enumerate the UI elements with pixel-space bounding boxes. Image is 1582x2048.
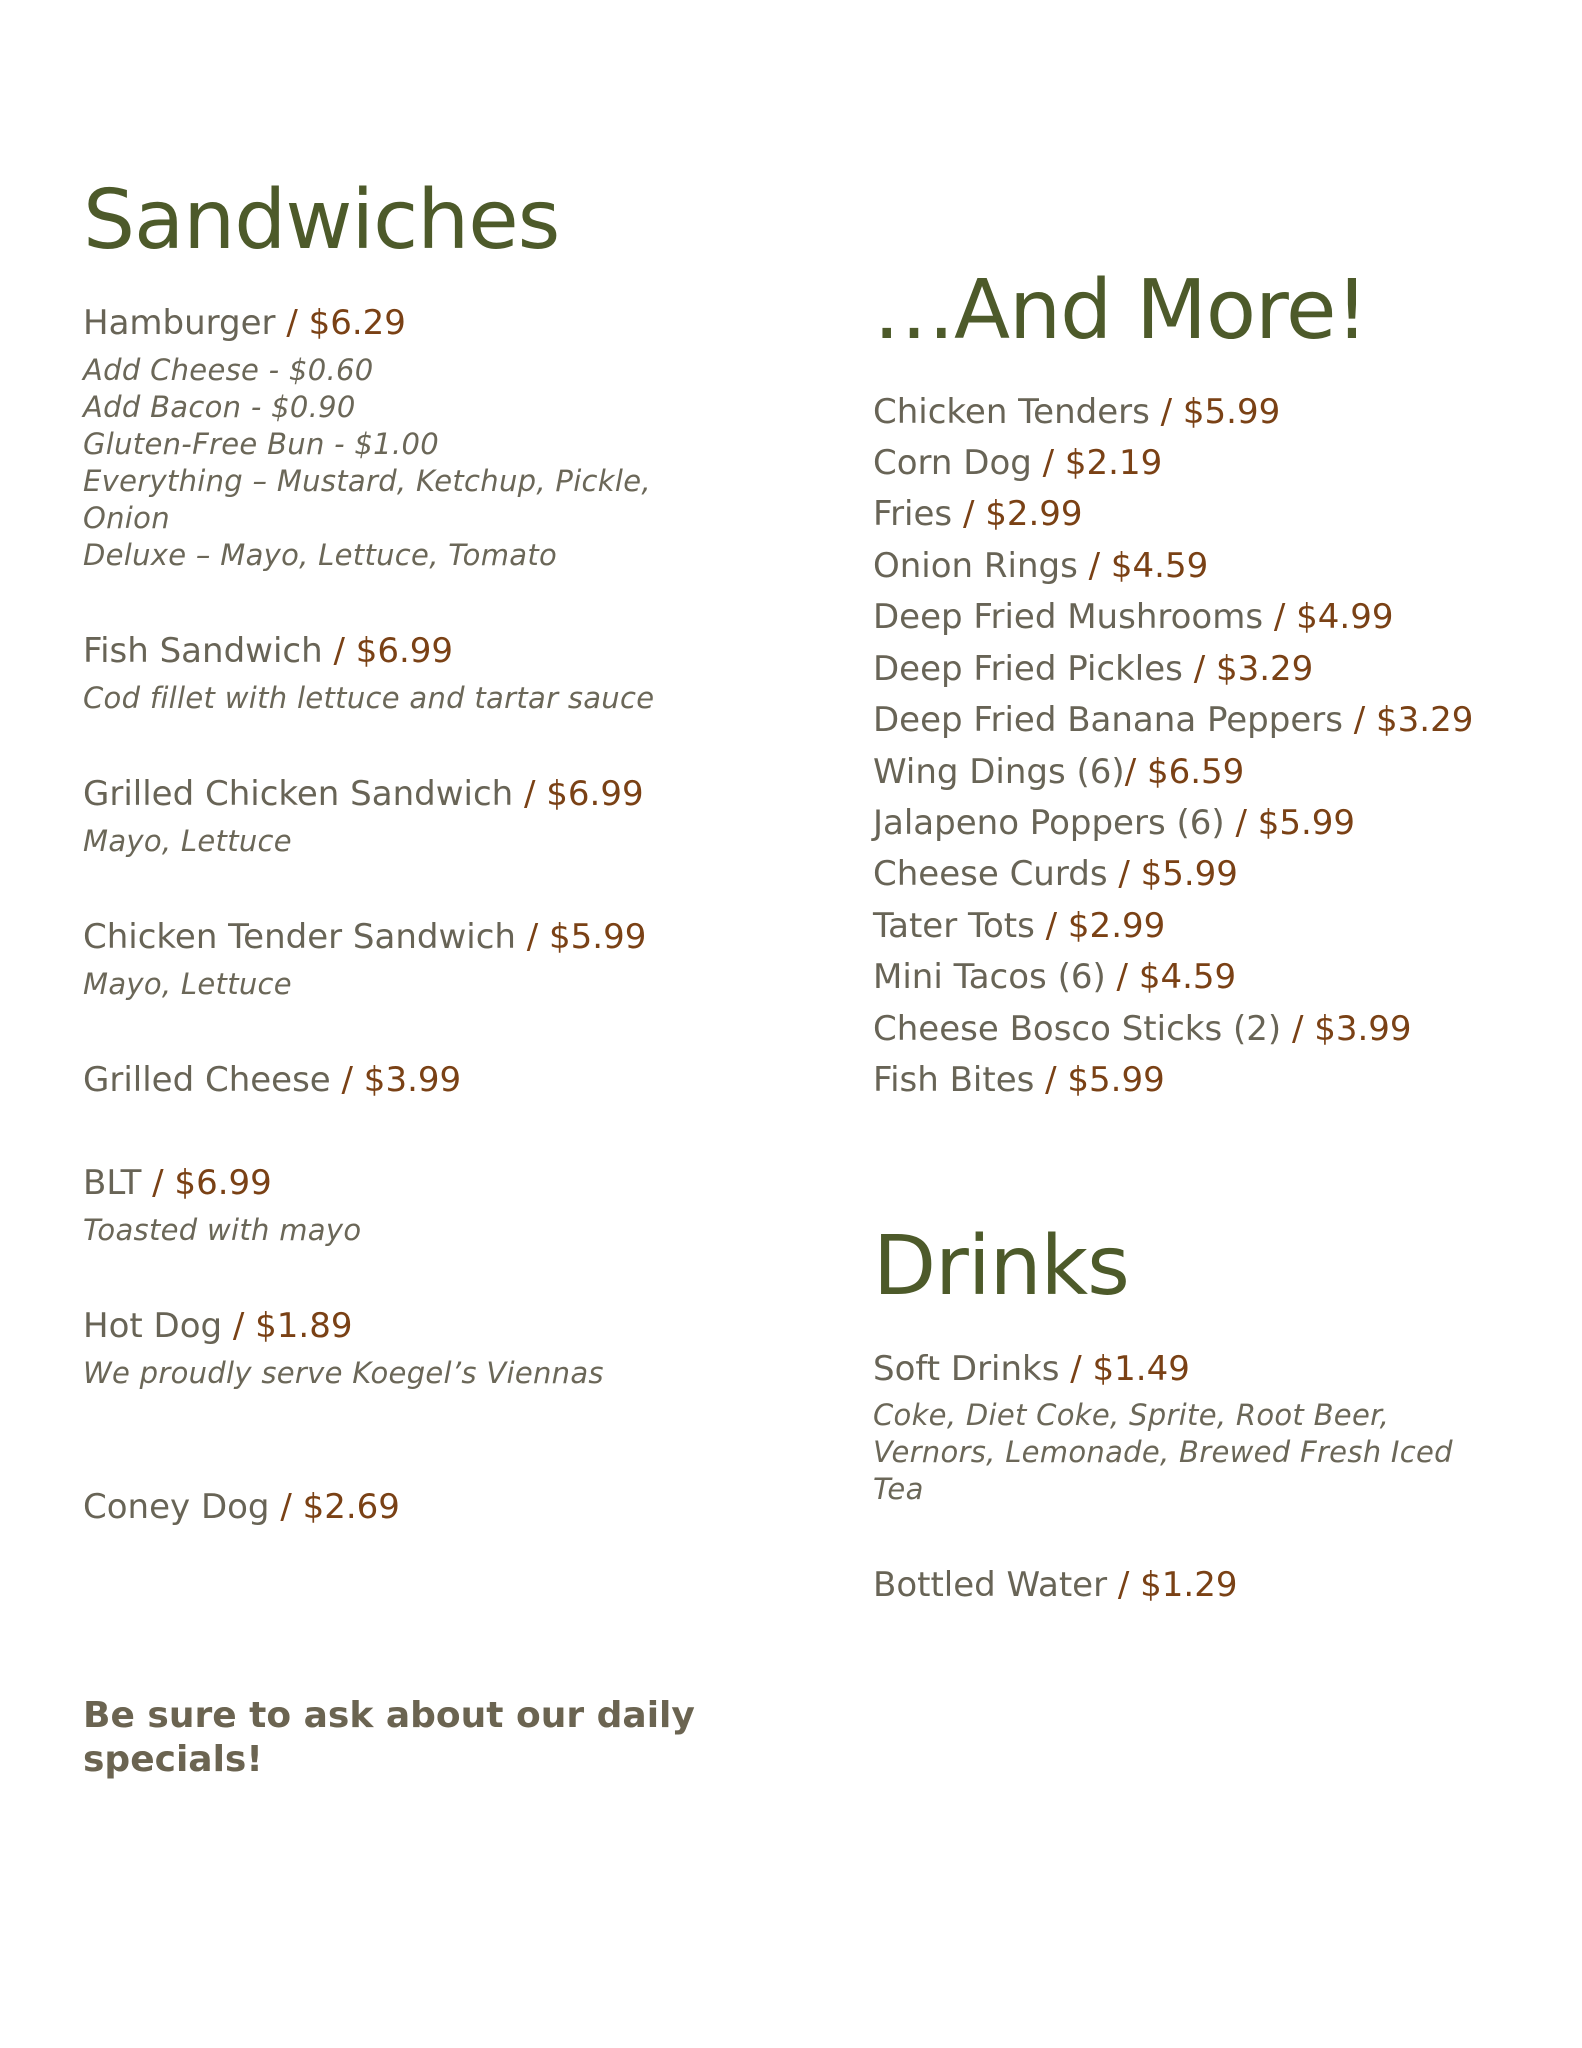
item-name: Hot Dog [83, 1306, 223, 1346]
more-item [873, 700, 1474, 740]
chicken-tender-desc: Mayo, Lettuce [83, 967, 292, 1001]
item-price: / $1.29 [1117, 1565, 1238, 1605]
desc-line: Tea [873, 1472, 924, 1506]
item-price: / $2.99 [1034, 906, 1166, 946]
item-name: Deep Fried Mushrooms [873, 597, 1264, 637]
and-more-heading: …And More! [873, 263, 1368, 358]
item-price: / $6.99 [152, 1163, 272, 1203]
item-price: / $5.99 [1224, 803, 1356, 843]
item-price: / $5.99 [1034, 1060, 1165, 1100]
item-name: Cheese Curds [873, 854, 1108, 894]
item-price: / $5.99 [526, 917, 647, 957]
more-item [873, 854, 1238, 894]
item-price: / $2.19 [1031, 443, 1163, 483]
more-item [873, 443, 1163, 483]
grilled-chicken-desc: Mayo, Lettuce [83, 824, 292, 858]
item-price: / $1.49 [1070, 1349, 1190, 1389]
option-line: Everything – Mustard, Ketchup, Pickle, [83, 464, 651, 498]
option-line: Deluxe – Mayo, Lettuce, Tomato [83, 538, 558, 572]
fish-sandwich-item [83, 631, 454, 671]
item-price: / $5.99 [1149, 392, 1281, 432]
item-name: Mini Tacos (6) [873, 957, 1106, 997]
item-name: Coney Dog [83, 1487, 270, 1527]
hamburger-item [83, 303, 406, 343]
specials-note [83, 1694, 695, 1782]
item-name: Deep Fried Banana Peppers [873, 700, 1343, 740]
item-name: Chicken Tender Sandwich [83, 917, 516, 957]
more-item [873, 1060, 1165, 1100]
item-price: / $3.99 [341, 1060, 462, 1100]
item-price: / $1.89 [232, 1306, 353, 1346]
item-name: Hamburger [83, 303, 276, 343]
more-item [873, 957, 1237, 997]
item-price: / $6.59 [1124, 752, 1245, 792]
item-name: Grilled Cheese [83, 1060, 331, 1100]
item-price: / $3.29 [1342, 700, 1474, 740]
option-line: Onion [83, 501, 170, 535]
item-price: / $2.69 [280, 1487, 400, 1527]
item-name: Onion Rings [873, 546, 1078, 586]
more-item [873, 546, 1209, 586]
item-name: Chicken Tenders [873, 392, 1150, 432]
item-price: / $3.99 [1281, 1009, 1412, 1049]
blt-item [83, 1163, 272, 1203]
desc-line: Coke, Diet Coke, Sprite, Root Beer, [873, 1398, 1390, 1432]
note-line: Be sure to ask about our daily [83, 1695, 695, 1736]
blt-desc: Toasted with mayo [83, 1213, 362, 1247]
more-item [873, 803, 1356, 843]
bottled-water-item [873, 1565, 1238, 1605]
desc-line: Vernors, Lemonade, Brewed Fresh Iced [873, 1435, 1453, 1469]
item-price: / $4.59 [1077, 546, 1209, 586]
item-name: Fish Sandwich [83, 631, 323, 671]
item-price: / $6.99 [333, 631, 454, 671]
more-item [873, 597, 1394, 637]
option-line: Add Bacon - $0.90 [83, 390, 356, 424]
sandwiches-heading: Sandwiches [83, 173, 560, 268]
chicken-tender-sandwich-item [83, 917, 647, 957]
item-name: Tater Tots [873, 906, 1035, 946]
grilled-cheese-item [83, 1060, 462, 1100]
item-price: / $6.99 [524, 774, 644, 814]
note-line: specials! [83, 1739, 263, 1780]
item-name: Soft Drinks [873, 1349, 1060, 1389]
more-item [873, 752, 1245, 792]
coney-dog-item [83, 1487, 400, 1527]
item-price: / $3.29 [1182, 649, 1314, 689]
item-price: / $2.99 [952, 494, 1083, 534]
option-line: Add Cheese - $0.60 [83, 353, 374, 387]
more-item [873, 649, 1314, 689]
option-line: Gluten-Free Bun - $1.00 [83, 427, 439, 461]
item-price: / $4.99 [1263, 597, 1394, 637]
item-price: / $6.29 [286, 303, 406, 343]
grilled-chicken-item [83, 774, 644, 814]
soft-drinks-desc [873, 1397, 1453, 1508]
item-name: Fries [873, 494, 953, 534]
item-name: Corn Dog [873, 443, 1032, 483]
item-name: Deep Fried Pickles [873, 649, 1183, 689]
hot-dog-item [83, 1306, 353, 1346]
drinks-heading: Drinks [873, 1219, 1129, 1314]
item-price: / $4.59 [1105, 957, 1237, 997]
item-name: Grilled Chicken Sandwich [83, 774, 514, 814]
hamburger-options [83, 352, 651, 574]
more-item [873, 906, 1166, 946]
item-name: Jalapeno Poppers (6) [873, 803, 1225, 843]
more-item [873, 392, 1281, 432]
more-item [873, 1009, 1412, 1049]
fish-sandwich-desc: Cod fillet with lettuce and tartar sauce [83, 681, 655, 715]
item-name: BLT [83, 1163, 142, 1203]
item-price: / $5.99 [1107, 854, 1238, 894]
item-name: Bottled Water [873, 1565, 1108, 1605]
soft-drinks-item [873, 1349, 1190, 1389]
more-item [873, 494, 1083, 534]
item-name: Fish Bites [873, 1060, 1035, 1100]
item-name: Wing Dings (6) [873, 752, 1125, 792]
hot-dog-desc: We proudly serve Koegel’s Viennas [83, 1356, 604, 1390]
item-name: Cheese Bosco Sticks (2) [873, 1009, 1282, 1049]
